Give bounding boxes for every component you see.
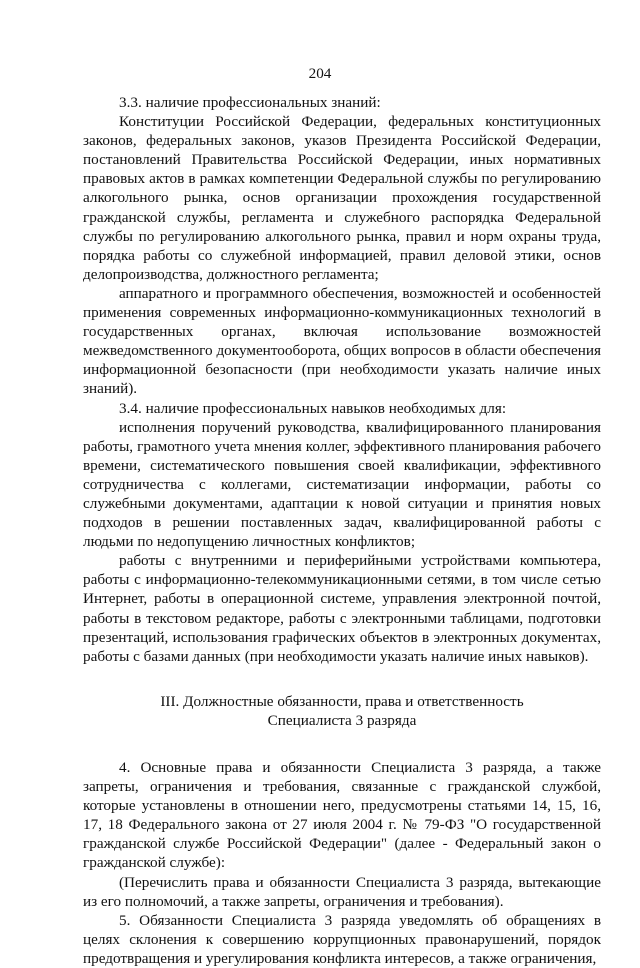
spacer	[83, 666, 601, 692]
document-body	[83, 93, 601, 968]
paragraph-knowledge-it: аппаратного и программного обеспечения, возможностей и особенностей применения современных информационно-коммуникационных технологий в государственных органах, включая использование возможностей межведомственного документооборота, общих вопросов в области обеспечения информационной безопасности (при необходимости указать наличие иных знаний).	[83, 284, 601, 398]
paragraph-3-3: 3.3. наличие профессиональных знаний:	[119, 94, 381, 111]
page-number: 204	[308, 65, 332, 82]
section-heading	[83, 692, 601, 730]
paragraph-knowledge-legal: Конституции Российской Федерации, федеральных конституционных законов, федеральных законов, указов Президента Российской Федерации, постановлений Правительства Российской Федерации, иных нормативных правовых актов в рамках компетенции Федеральной службы по регулированию алкогольного рынка, основ организации прохождения государственной гражданской службы, регламента и служебного распорядка Федеральной службы по регулированию алкогольного рынка, правил и норм охраны труда, порядка работы со служебной информацией, правил деловой этики, основ делопроизводства, должностного регламента;	[83, 113, 601, 283]
paragraph-skills-computer: работы с внутренними и периферийными устройствами компьютера, работы с информационно-телекоммуникационными сетями, в том числе сетью Интернет, работы в операционной системе, управления электронной почтой, работы в текстовом редакторе, работы с электронными таблицами, подготовки презентаций, использования графических объектов в электронных документах, работы с базами данных (при необходимости указать наличие иных навыков).	[83, 552, 601, 665]
paragraph-5: 5. Обязанности Специалиста 3 разряда уведомлять об обращениях в целях склонения к совершению коррупционных правонарушений, порядок предотвращения и урегулирования конфликта интересов, а также ограничения,	[83, 911, 601, 967]
paragraph-list-rights: (Перечислить права и обязанности Специалиста 3 разряда, вытекающие из его полномочий, а также запреты, ограничения и требования).	[83, 873, 601, 910]
spacer	[83, 730, 601, 758]
paragraph-4: 4. Основные права и обязанности Специалиста 3 разряда, а также запреты, ограничения и требования, связанные с гражданской службой, которые установлены в отношении него, предусмотрены статьями 14, 15, 16, 17, 18 Федерального закона от 27 июля 2004 г. № 79-ФЗ "О государственной гражданской службе Российской Федерации" (далее - Федеральный закон о гражданской службе):	[83, 759, 601, 872]
section-heading-line-2: Специалиста 3 разряда	[267, 711, 417, 729]
paragraph-3-4: 3.4. наличие профессиональных навыков необходимых для:	[119, 399, 507, 417]
paragraph-skills-management: исполнения поручений руководства, квалифицированного планирования работы, грамотного учета мнения коллег, эффективного планирования рабочего времени, систематического повышения своей квалификации, эффективного сотрудничества с коллегами, систематизации информации, работы со служебными документами, адаптации к новой ситуации и принятия новых подходов в решении поставленных задач, квалифицированной работы с людьми по недопущению личностных конфликтов;	[83, 418, 601, 551]
section-heading-line-1: III. Должностные обязанности, права и ответственность	[160, 692, 524, 710]
